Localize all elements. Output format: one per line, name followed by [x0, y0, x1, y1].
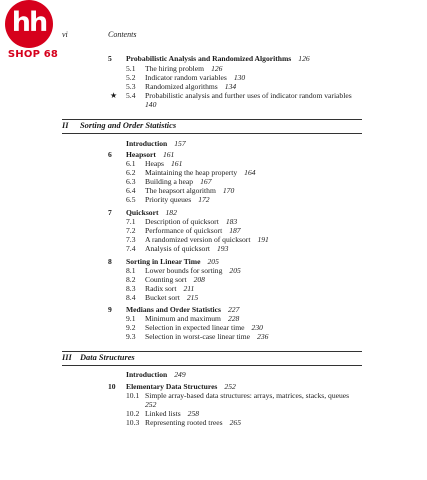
chapter-entry	[126, 208, 177, 217]
section-entry	[145, 284, 194, 293]
part-title	[62, 121, 176, 130]
chapter-number: 7	[108, 208, 112, 217]
section-page: 215	[186, 293, 199, 302]
section-page: 193	[216, 244, 229, 253]
section-number: 6.1	[126, 159, 136, 168]
section-entry	[145, 235, 269, 244]
chapter-page: 182	[165, 208, 177, 217]
section-page: 208	[193, 275, 205, 284]
section-number: 5.2	[126, 73, 136, 82]
section-entry	[145, 293, 198, 302]
intro-entry	[126, 139, 186, 148]
section-title: Selection in worst-case linear time	[145, 332, 251, 341]
section-entry	[145, 409, 199, 418]
part-rule	[62, 365, 362, 366]
chapter-page: 252	[224, 382, 236, 391]
part-name: Sorting and Order Statistics	[80, 121, 177, 130]
part-rule	[62, 133, 362, 134]
part-number: II	[62, 121, 69, 130]
logo-mark: hh	[5, 0, 53, 48]
section-number: 10.3	[126, 418, 140, 427]
section-number: 7.3	[126, 235, 136, 244]
part-name: Data Structures	[80, 353, 135, 362]
chapter-number: 5	[108, 54, 112, 63]
section-number: 7.4	[126, 244, 136, 253]
chapter-title: Elementary Data Structures	[126, 382, 218, 391]
chapter-entry	[126, 257, 219, 266]
section-number: 7.1	[126, 217, 136, 226]
section-page: 187	[229, 226, 241, 235]
section-entry	[145, 226, 241, 235]
section-number: 9.2	[126, 323, 136, 332]
section-entry	[145, 64, 222, 73]
section-entry	[145, 73, 245, 82]
section-page: 164	[244, 168, 256, 177]
intro-page: 157	[174, 139, 186, 148]
section-entry	[145, 323, 263, 332]
section-title: Heaps	[145, 159, 164, 168]
part-rule	[62, 119, 362, 120]
shop-logo	[2, 0, 62, 62]
chapter-page: 126	[298, 54, 310, 63]
section-number: 5.1	[126, 64, 136, 73]
chapter-page: 161	[162, 150, 175, 159]
section-number: 8.2	[126, 275, 136, 284]
section-number: 9.3	[126, 332, 136, 341]
star-icon: ★	[110, 91, 118, 100]
section-title: The heapsort algorithm	[145, 186, 216, 195]
section-page: 170	[222, 186, 235, 195]
chapter-entry	[126, 54, 310, 63]
chapter-entry	[126, 382, 236, 391]
section-page: 161	[170, 159, 183, 168]
page-number: vi	[62, 30, 68, 39]
section-page: 211	[183, 284, 195, 293]
section-title: Building a heap	[145, 177, 194, 186]
section-title: Priority queues	[145, 195, 192, 204]
section-entry	[145, 244, 228, 253]
chapter-entry	[126, 305, 239, 314]
section-page: 236	[257, 332, 269, 341]
section-page: 230	[251, 323, 263, 332]
section-title: Linked lists	[145, 409, 181, 418]
chapter-title: Quicksort	[126, 208, 159, 217]
section-number: 7.2	[126, 226, 136, 235]
section-number: 6.2	[126, 168, 136, 177]
section-entry	[145, 217, 237, 226]
chapter-entry	[126, 150, 174, 159]
chapter-number: 9	[108, 305, 112, 314]
section-page: 205	[229, 266, 241, 275]
section-page: 130	[233, 73, 246, 82]
section-entry	[145, 275, 205, 284]
chapter-title: Medians and Order Statistics	[126, 305, 221, 314]
section-title: Counting sort	[145, 275, 187, 284]
section-number: 8.4	[126, 293, 136, 302]
chapter-number: 8	[108, 257, 112, 266]
section-entry	[145, 177, 211, 186]
intro-title: Introduction	[126, 370, 168, 379]
section-title: Lower bounds for sorting	[145, 266, 223, 275]
section-title: Minimum and maximum	[145, 314, 221, 323]
chapter-number: 6	[108, 150, 112, 159]
section-number: 8.3	[126, 284, 136, 293]
intro-page: 249	[174, 370, 186, 379]
section-title: Analysis of quicksort	[145, 244, 210, 253]
section-number: 10.2	[126, 409, 140, 418]
section-title: Bucket sort	[145, 293, 180, 302]
section-entry	[145, 266, 241, 275]
section-number: 5.4	[126, 91, 136, 100]
section-title: The hiring problem	[145, 64, 205, 73]
section-page: 258	[187, 409, 200, 418]
intro-title: Introduction	[126, 139, 168, 148]
chapter-number: 10	[108, 382, 116, 391]
section-title: Indicator random variables	[145, 73, 227, 82]
section-page: 228	[227, 314, 240, 323]
section-entry	[145, 195, 210, 204]
section-title: Performance of quicksort	[145, 226, 223, 235]
section-title: Maintaining the heap property	[145, 168, 238, 177]
logo-text: SHOP 68	[7, 49, 59, 60]
section-entry	[145, 159, 182, 168]
section-entry	[145, 186, 234, 195]
chapter-title: Probabilistic Analysis and Randomized Algorithms	[126, 54, 292, 63]
running-title: Contents	[108, 30, 137, 39]
section-number: 6.5	[126, 195, 136, 204]
section-page: 252	[145, 400, 157, 409]
section-entry	[145, 418, 241, 427]
chapter-page: 227	[228, 305, 240, 314]
section-title: Probabilistic analysis and further uses of indicator random variables	[145, 91, 352, 100]
section-entry	[145, 332, 268, 341]
section-title: Selection in expected linear time	[145, 323, 245, 332]
section-number: 9.1	[126, 314, 136, 323]
section-title: Representing rooted trees	[145, 418, 223, 427]
part-title	[62, 353, 135, 362]
section-page: 126	[211, 64, 223, 73]
section-page: 265	[229, 418, 241, 427]
section-page: 134	[224, 82, 237, 91]
section-title: Randomized algorithms	[145, 82, 218, 91]
section-number: 6.3	[126, 177, 136, 186]
section-page: 172	[198, 195, 210, 204]
section-page: 167	[200, 177, 212, 186]
section-page: 140	[145, 100, 157, 109]
section-page: 191	[257, 235, 269, 244]
section-title: Description of quicksort	[145, 217, 219, 226]
chapter-title: Heapsort	[126, 150, 156, 159]
part-number: III	[62, 353, 72, 362]
section-number: 5.3	[126, 82, 136, 91]
section-number: 8.1	[126, 266, 136, 275]
section-page: 183	[225, 217, 238, 226]
section-number: 10.1	[126, 391, 140, 400]
chapter-title: Sorting in Linear Time	[126, 257, 201, 266]
section-entry	[145, 82, 236, 91]
section-entry	[145, 168, 256, 177]
section-title: Radix sort	[145, 284, 177, 293]
chapter-page: 205	[207, 257, 219, 266]
section-title: A randomized version of quicksort	[145, 235, 251, 244]
intro-entry	[126, 370, 186, 379]
section-title: Simple array-based data structures: arrays, matrices, stacks, queues	[145, 391, 350, 400]
part-rule	[62, 351, 362, 352]
section-entry	[145, 314, 239, 323]
section-number: 6.4	[126, 186, 136, 195]
